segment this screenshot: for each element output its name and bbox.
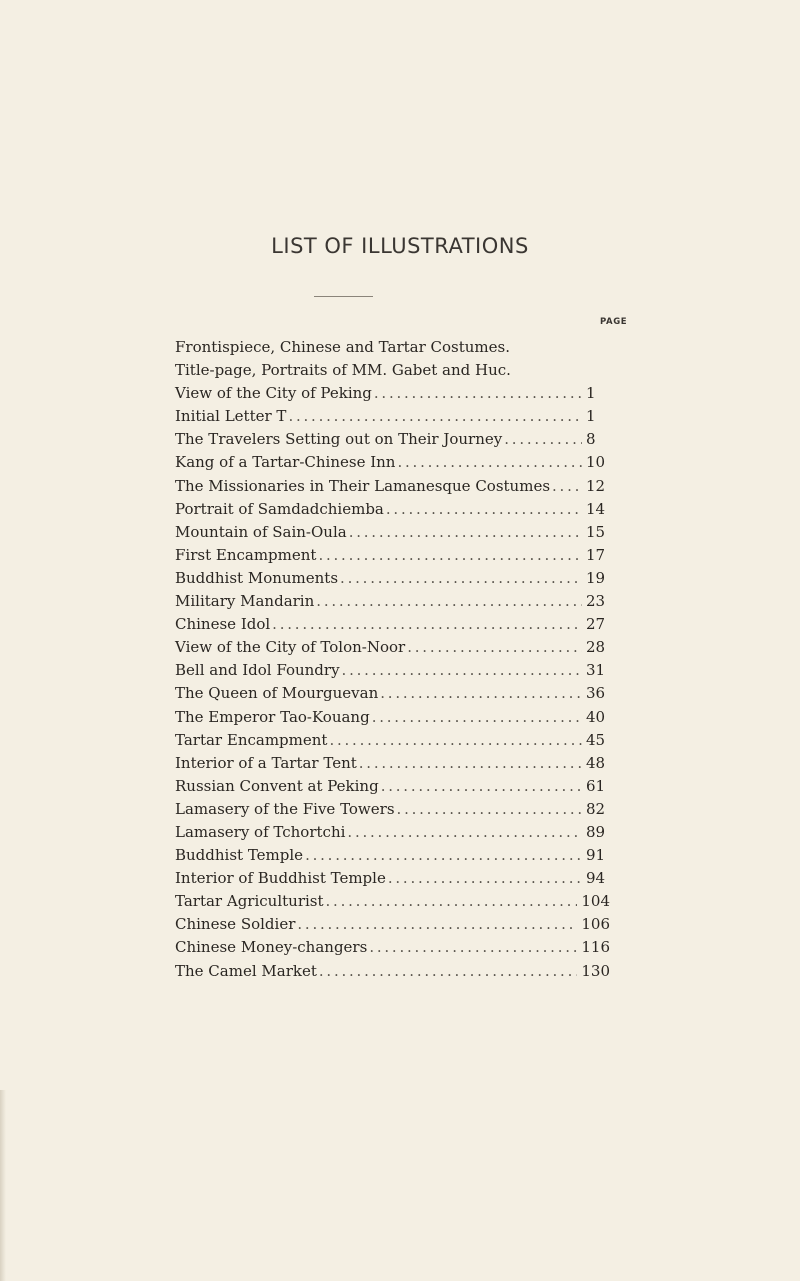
list-item bbox=[175, 821, 610, 844]
dot-leader bbox=[342, 659, 582, 682]
entry-title: Initial Letter T bbox=[175, 407, 287, 426]
entry-page: 17 bbox=[586, 545, 606, 564]
entry-page: 94 bbox=[586, 869, 606, 888]
entry-page: 19 bbox=[586, 568, 606, 587]
entry-page: 1 bbox=[586, 407, 596, 426]
page-title: LIST OF ILLUSTRATIONS bbox=[271, 234, 529, 258]
list-item bbox=[175, 405, 610, 428]
entry-page: 15 bbox=[586, 522, 606, 541]
list-item bbox=[175, 867, 610, 890]
dot-leader bbox=[407, 636, 582, 659]
entry-title: The Travelers Setting out on Their Journey bbox=[175, 430, 503, 449]
entry-page: 23 bbox=[586, 592, 606, 611]
list-item bbox=[175, 636, 610, 659]
list-item bbox=[175, 960, 610, 983]
entry-page: 91 bbox=[586, 846, 606, 865]
entry-title: Tartar Agriculturist bbox=[175, 892, 324, 911]
title-rule bbox=[314, 296, 373, 297]
dot-leader bbox=[326, 890, 578, 913]
dot-leader bbox=[381, 775, 582, 798]
list-item bbox=[175, 613, 610, 636]
dot-leader bbox=[305, 844, 582, 867]
list-item bbox=[175, 729, 610, 752]
dot-leader bbox=[316, 590, 582, 613]
dot-leader bbox=[397, 798, 582, 821]
list-item bbox=[175, 359, 610, 382]
list-item bbox=[175, 798, 610, 821]
entry-page: 61 bbox=[586, 776, 606, 795]
dot-leader bbox=[297, 913, 577, 936]
list-item bbox=[175, 336, 610, 359]
entry-page: 82 bbox=[586, 799, 606, 818]
entry-title: Mountain of Sain-Oula bbox=[175, 522, 347, 541]
list-item bbox=[175, 475, 610, 498]
list-item bbox=[175, 521, 610, 544]
dot-leader bbox=[372, 706, 582, 729]
list-item bbox=[175, 498, 610, 521]
list-item bbox=[175, 936, 610, 959]
dot-leader bbox=[340, 567, 582, 590]
list-item bbox=[175, 567, 610, 590]
dot-leader bbox=[374, 382, 582, 405]
entry-title: Interior of Buddhist Temple bbox=[175, 869, 386, 888]
entry-title: Bell and Idol Foundry bbox=[175, 661, 340, 680]
entry-title: Chinese Money-changers bbox=[175, 938, 368, 957]
entry-page: 106 bbox=[581, 915, 610, 934]
entry-page: 14 bbox=[586, 499, 606, 518]
entry-title: The Missionaries in Their Lamanesque Costumes bbox=[175, 476, 551, 495]
dot-leader bbox=[347, 821, 582, 844]
dot-leader bbox=[504, 428, 582, 451]
dot-leader bbox=[349, 521, 582, 544]
list-item bbox=[175, 706, 610, 729]
entry-page: 45 bbox=[586, 730, 606, 749]
dot-leader bbox=[380, 682, 582, 705]
dot-leader bbox=[319, 960, 577, 983]
entry-title: Title-page, Portraits of MM. Gabet and Huc. bbox=[175, 361, 511, 380]
entry-title: Interior of a Tartar Tent bbox=[175, 753, 357, 772]
entry-page: 116 bbox=[581, 938, 610, 957]
dot-leader bbox=[318, 544, 582, 567]
list-item bbox=[175, 451, 610, 474]
entry-page: 27 bbox=[586, 615, 606, 634]
entry-page: 31 bbox=[586, 661, 606, 680]
list-item bbox=[175, 775, 610, 798]
list-item bbox=[175, 590, 610, 613]
entry-title: View of the City of Tolon-Noor bbox=[175, 638, 406, 657]
entry-title: The Emperor Tao-Kouang bbox=[175, 707, 370, 726]
entry-title: Lamasery of the Five Towers bbox=[175, 799, 395, 818]
list-item bbox=[175, 752, 610, 775]
entry-page: 10 bbox=[586, 453, 606, 472]
entry-title: Buddhist Monuments bbox=[175, 568, 339, 587]
entry-title: Portrait of Samdadchiemba bbox=[175, 499, 384, 518]
list-item bbox=[175, 659, 610, 682]
page-edge-shadow bbox=[0, 1090, 6, 1281]
dot-leader bbox=[397, 451, 582, 474]
entry-title: View of the City of Peking bbox=[175, 384, 372, 403]
entry-title: Chinese Soldier bbox=[175, 915, 296, 934]
illustrations-list bbox=[175, 336, 610, 983]
dot-leader bbox=[552, 475, 582, 498]
list-item bbox=[175, 682, 610, 705]
list-item bbox=[175, 382, 610, 405]
entry-title: The Queen of Mourguevan bbox=[175, 684, 379, 703]
entry-title: Lamasery of Tchortchi bbox=[175, 822, 346, 841]
entry-page: 1 bbox=[586, 384, 596, 403]
list-item bbox=[175, 844, 610, 867]
entry-page: 36 bbox=[586, 684, 606, 703]
page-column-label: PAGE bbox=[600, 317, 628, 327]
dot-leader bbox=[388, 867, 582, 890]
entry-page: 48 bbox=[586, 753, 606, 772]
entry-page: 104 bbox=[581, 892, 610, 911]
entry-title: Tartar Encampment bbox=[175, 730, 328, 749]
entry-page: 89 bbox=[586, 822, 606, 841]
dot-leader bbox=[386, 498, 582, 521]
dot-leader bbox=[288, 405, 582, 428]
entry-title: The Camel Market bbox=[175, 961, 317, 980]
entry-title: Russian Convent at Peking bbox=[175, 776, 379, 795]
entry-title: Kang of a Tartar-Chinese Inn bbox=[175, 453, 396, 472]
entry-title: Buddhist Temple bbox=[175, 846, 304, 865]
entry-page: 28 bbox=[586, 638, 606, 657]
entry-title: First Encampment bbox=[175, 545, 317, 564]
entry-page: 130 bbox=[581, 961, 610, 980]
list-item bbox=[175, 913, 610, 936]
list-item bbox=[175, 428, 610, 451]
entry-title: Frontispiece, Chinese and Tartar Costumes. bbox=[175, 338, 510, 356]
dot-leader bbox=[359, 752, 582, 775]
list-item bbox=[175, 890, 610, 913]
list-item bbox=[175, 544, 610, 567]
entry-title: Military Mandarin bbox=[175, 592, 315, 611]
entry-page: 12 bbox=[586, 476, 606, 495]
entry-page: 40 bbox=[586, 707, 606, 726]
dot-leader bbox=[272, 613, 582, 636]
dot-leader bbox=[329, 729, 582, 752]
entry-page: 8 bbox=[586, 430, 596, 449]
dot-leader bbox=[369, 936, 577, 959]
entry-title: Chinese Idol bbox=[175, 615, 271, 634]
